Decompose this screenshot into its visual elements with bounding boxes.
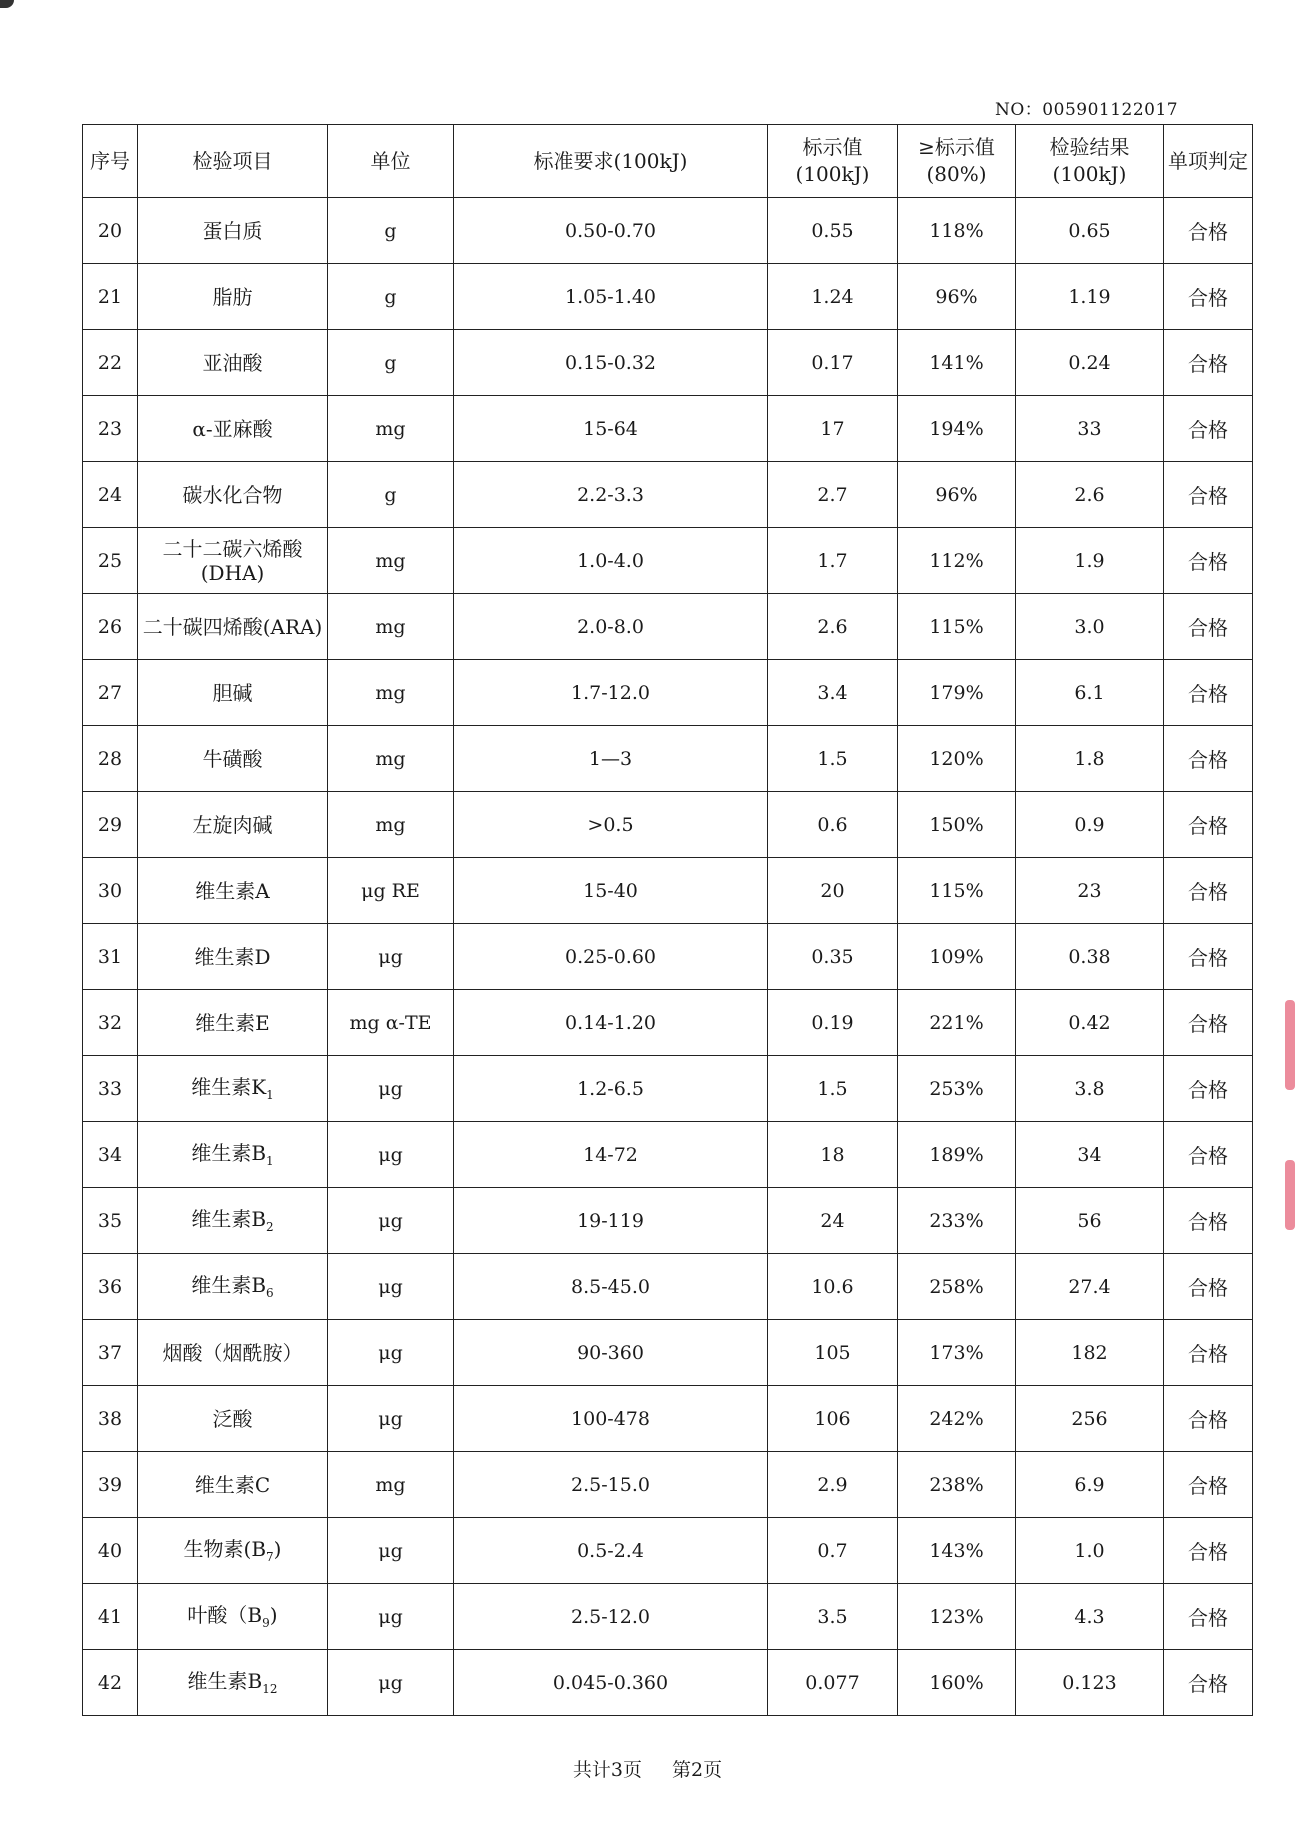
table-row [83, 330, 1253, 396]
row-seq: 29 [83, 792, 138, 858]
row-percent: 258% [898, 1254, 1016, 1320]
table-row [83, 462, 1253, 528]
row-verdict: 合格 [1164, 198, 1253, 264]
row-percent: 221% [898, 990, 1016, 1056]
row-verdict: 合格 [1164, 990, 1253, 1056]
row-item-name: 维生素B [191, 1140, 267, 1165]
row-percent: 96% [898, 462, 1016, 528]
row-label-value: 2.6 [768, 594, 898, 660]
row-unit: mg [328, 594, 454, 660]
row-verdict: 合格 [1164, 1386, 1253, 1452]
stamp-edge-mark [1285, 1000, 1295, 1090]
row-unit: mg [328, 726, 454, 792]
header-item: 检验项目 [138, 125, 328, 198]
row-unit: mg [328, 528, 454, 594]
row-result: 1.19 [1016, 264, 1164, 330]
row-verdict: 合格 [1164, 924, 1253, 990]
row-item-name: 维生素K [191, 1074, 267, 1099]
header-label-value-line2: (100kJ) [795, 162, 870, 186]
row-unit: mg α-TE [328, 990, 454, 1056]
row-standard: 2.5-15.0 [454, 1452, 768, 1518]
row-result: 1.0 [1016, 1518, 1164, 1584]
row-unit: mg [328, 396, 454, 462]
row-standard: 14-72 [454, 1122, 768, 1188]
table-row [83, 198, 1253, 264]
row-result: 2.6 [1016, 462, 1164, 528]
row-seq: 24 [83, 462, 138, 528]
table-row [83, 924, 1253, 990]
row-unit: g [328, 264, 454, 330]
row-item [138, 1122, 328, 1188]
row-label-value: 24 [768, 1188, 898, 1254]
row-percent: 150% [898, 792, 1016, 858]
row-item [138, 990, 328, 1056]
header-result [1016, 125, 1164, 198]
row-item [138, 1650, 328, 1716]
row-seq: 21 [83, 264, 138, 330]
row-label-value: 10.6 [768, 1254, 898, 1320]
row-seq: 28 [83, 726, 138, 792]
row-verdict: 合格 [1164, 858, 1253, 924]
row-result: 6.1 [1016, 660, 1164, 726]
row-seq: 39 [83, 1452, 138, 1518]
row-seq: 30 [83, 858, 138, 924]
row-unit: μg [328, 1188, 454, 1254]
row-standard: 15-64 [454, 396, 768, 462]
row-item [138, 396, 328, 462]
row-unit: mg [328, 1452, 454, 1518]
table-row [83, 660, 1253, 726]
row-unit: μg [328, 1584, 454, 1650]
row-item-name: 维生素C [194, 1472, 271, 1497]
row-percent: 96% [898, 264, 1016, 330]
row-standard: >0.5 [454, 792, 768, 858]
table-row [83, 594, 1253, 660]
row-seq: 38 [83, 1386, 138, 1452]
row-label-value: 106 [768, 1386, 898, 1452]
table-row [83, 726, 1253, 792]
table-row [83, 1188, 1253, 1254]
row-verdict: 合格 [1164, 1452, 1253, 1518]
row-unit: μg [328, 1056, 454, 1122]
row-verdict: 合格 [1164, 1518, 1253, 1584]
row-seq: 33 [83, 1056, 138, 1122]
row-seq: 36 [83, 1254, 138, 1320]
row-result: 0.65 [1016, 198, 1164, 264]
row-label-value: 0.077 [768, 1650, 898, 1716]
row-item-subscript: 7 [266, 1549, 274, 1564]
row-unit: μg [328, 1254, 454, 1320]
row-seq: 40 [83, 1518, 138, 1584]
row-verdict: 合格 [1164, 594, 1253, 660]
row-percent: 242% [898, 1386, 1016, 1452]
row-label-value: 105 [768, 1320, 898, 1386]
row-item-subscript: 1 [266, 1153, 274, 1168]
row-standard: 2.2-3.3 [454, 462, 768, 528]
row-standard: 1.2-6.5 [454, 1056, 768, 1122]
row-standard: 100-478 [454, 1386, 768, 1452]
row-standard: 8.5-45.0 [454, 1254, 768, 1320]
row-item [138, 1320, 328, 1386]
header-percent-line1: ≥标示值 [918, 135, 995, 159]
row-item-name: 二十碳四烯酸(ARA) [142, 614, 323, 639]
row-item [138, 198, 328, 264]
row-verdict: 合格 [1164, 1320, 1253, 1386]
row-item-name: α-亚麻酸 [192, 416, 273, 441]
header-percent [898, 125, 1016, 198]
row-item-name: 维生素B [187, 1668, 263, 1693]
row-result: 56 [1016, 1188, 1164, 1254]
row-verdict: 合格 [1164, 264, 1253, 330]
row-unit: μg [328, 1320, 454, 1386]
row-result: 256 [1016, 1386, 1164, 1452]
row-percent: 233% [898, 1188, 1016, 1254]
row-percent: 115% [898, 858, 1016, 924]
table-row [83, 1254, 1253, 1320]
row-unit: μg [328, 1518, 454, 1584]
row-standard: 15-40 [454, 858, 768, 924]
row-result: 182 [1016, 1320, 1164, 1386]
row-item [138, 1386, 328, 1452]
row-result: 27.4 [1016, 1254, 1164, 1320]
row-seq: 34 [83, 1122, 138, 1188]
row-percent: 141% [898, 330, 1016, 396]
row-percent: 189% [898, 1122, 1016, 1188]
row-label-value: 1.7 [768, 528, 898, 594]
row-seq: 22 [83, 330, 138, 396]
table-row [83, 1584, 1253, 1650]
row-item-name: 维生素E [195, 1010, 270, 1035]
row-label-value: 1.5 [768, 726, 898, 792]
row-item [138, 1452, 328, 1518]
table-row [83, 858, 1253, 924]
row-label-value: 0.55 [768, 198, 898, 264]
stamp-edge-mark [1285, 1160, 1295, 1230]
row-item-subscript: 1 [266, 1087, 274, 1102]
row-label-value: 18 [768, 1122, 898, 1188]
row-seq: 27 [83, 660, 138, 726]
row-percent: 194% [898, 396, 1016, 462]
row-seq: 42 [83, 1650, 138, 1716]
row-item [138, 462, 328, 528]
row-item [138, 1584, 328, 1650]
row-item-name: 维生素B [191, 1206, 267, 1231]
row-item-subscript: 9 [262, 1615, 270, 1630]
row-label-value: 3.4 [768, 660, 898, 726]
row-item [138, 858, 328, 924]
row-standard: 1.7-12.0 [454, 660, 768, 726]
table-row [83, 1056, 1253, 1122]
table-row [83, 1386, 1253, 1452]
row-verdict: 合格 [1164, 1188, 1253, 1254]
row-result: 0.38 [1016, 924, 1164, 990]
header-unit: 单位 [328, 125, 454, 198]
row-standard: 1.0-4.0 [454, 528, 768, 594]
table-row [83, 1320, 1253, 1386]
row-seq: 37 [83, 1320, 138, 1386]
row-standard: 0.045-0.360 [454, 1650, 768, 1716]
row-percent: 118% [898, 198, 1016, 264]
table-row [83, 528, 1253, 594]
row-standard: 2.5-12.0 [454, 1584, 768, 1650]
row-result: 0.42 [1016, 990, 1164, 1056]
row-percent: 179% [898, 660, 1016, 726]
row-result: 0.9 [1016, 792, 1164, 858]
row-unit: μg [328, 1122, 454, 1188]
row-unit: μg [328, 1650, 454, 1716]
table-row [83, 1650, 1253, 1716]
row-percent: 120% [898, 726, 1016, 792]
row-result: 3.8 [1016, 1056, 1164, 1122]
row-verdict: 合格 [1164, 1056, 1253, 1122]
row-verdict: 合格 [1164, 528, 1253, 594]
row-label-value: 1.24 [768, 264, 898, 330]
row-label-value: 0.17 [768, 330, 898, 396]
row-label-value: 1.5 [768, 1056, 898, 1122]
row-unit: mg [328, 792, 454, 858]
row-standard: 90-360 [454, 1320, 768, 1386]
row-item-name: 生物素(B [183, 1536, 267, 1561]
row-item-tail: ) [269, 1602, 278, 1627]
row-label-value: 0.19 [768, 990, 898, 1056]
row-standard: 0.14-1.20 [454, 990, 768, 1056]
row-verdict: 合格 [1164, 462, 1253, 528]
row-percent: 115% [898, 594, 1016, 660]
row-unit: mg [328, 660, 454, 726]
row-label-value: 20 [768, 858, 898, 924]
row-unit: μg [328, 924, 454, 990]
row-seq: 32 [83, 990, 138, 1056]
row-verdict: 合格 [1164, 1254, 1253, 1320]
row-item-subscript: 6 [266, 1285, 274, 1300]
row-unit: μg RE [328, 858, 454, 924]
header-verdict: 单项判定 [1164, 125, 1253, 198]
row-seq: 23 [83, 396, 138, 462]
row-item-tail: ) [273, 1536, 282, 1561]
row-item-name: 二十二碳六烯酸 [162, 536, 303, 561]
row-item-name: 叶酸（B [187, 1602, 263, 1627]
header-result-line1: 检验结果 [1049, 135, 1130, 159]
header-standard: 标准要求(100kJ) [454, 125, 768, 198]
row-item-name: 脂肪 [212, 284, 253, 309]
row-label-value: 2.9 [768, 1452, 898, 1518]
row-percent: 123% [898, 1584, 1016, 1650]
row-standard: 0.15-0.32 [454, 330, 768, 396]
row-item-name: 泛酸 [212, 1406, 253, 1431]
row-item-name: 维生素A [195, 878, 270, 903]
header-seq: 序号 [83, 125, 138, 198]
footer-current-page: 第2页 [672, 1759, 723, 1781]
row-unit: μg [328, 1386, 454, 1452]
row-standard: 2.0-8.0 [454, 594, 768, 660]
row-item-name: 蛋白质 [202, 218, 263, 243]
row-verdict: 合格 [1164, 1650, 1253, 1716]
table-row [83, 1122, 1253, 1188]
row-item [138, 594, 328, 660]
row-result: 0.123 [1016, 1650, 1164, 1716]
header-label-value-line1: 标示值 [802, 135, 863, 159]
row-item-name: 胆碱 [212, 680, 253, 705]
table-header-row [83, 125, 1253, 198]
row-percent: 238% [898, 1452, 1016, 1518]
row-verdict: 合格 [1164, 660, 1253, 726]
row-standard: 0.25-0.60 [454, 924, 768, 990]
row-label-value: 0.7 [768, 1518, 898, 1584]
row-unit: g [328, 198, 454, 264]
header-percent-line2: (80%) [926, 162, 987, 186]
header-result-line2: (100kJ) [1052, 162, 1127, 186]
row-seq: 20 [83, 198, 138, 264]
row-standard: 1—3 [454, 726, 768, 792]
row-unit: g [328, 330, 454, 396]
table-row [83, 792, 1253, 858]
row-result: 1.8 [1016, 726, 1164, 792]
row-label-value: 17 [768, 396, 898, 462]
row-verdict: 合格 [1164, 396, 1253, 462]
row-label-value: 0.35 [768, 924, 898, 990]
row-item-subscript: 12 [262, 1681, 278, 1696]
row-percent: 112% [898, 528, 1016, 594]
row-item [138, 924, 328, 990]
row-standard: 0.5-2.4 [454, 1518, 768, 1584]
row-unit: g [328, 462, 454, 528]
row-item [138, 528, 328, 594]
page-footer [0, 1755, 1295, 1782]
row-percent: 143% [898, 1518, 1016, 1584]
inspection-results-table [82, 124, 1253, 1716]
row-result: 1.9 [1016, 528, 1164, 594]
row-item-name: 左旋肉碱 [192, 812, 273, 837]
document-number: NO：005901122017 [995, 100, 1179, 120]
row-percent: 160% [898, 1650, 1016, 1716]
footer-total-pages: 共计3页 [572, 1759, 642, 1781]
table-body [83, 198, 1253, 1716]
row-item-subscript: 2 [266, 1219, 274, 1234]
row-item-name: 碳水化合物 [182, 482, 283, 507]
row-result: 23 [1016, 858, 1164, 924]
row-result: 6.9 [1016, 1452, 1164, 1518]
table-row [83, 396, 1253, 462]
row-result: 0.24 [1016, 330, 1164, 396]
row-item [138, 264, 328, 330]
table-row [83, 1518, 1253, 1584]
row-verdict: 合格 [1164, 792, 1253, 858]
header-label-value [768, 125, 898, 198]
row-verdict: 合格 [1164, 726, 1253, 792]
row-verdict: 合格 [1164, 330, 1253, 396]
row-item [138, 330, 328, 396]
row-item [138, 1518, 328, 1584]
row-verdict: 合格 [1164, 1584, 1253, 1650]
row-result: 33 [1016, 396, 1164, 462]
table-row [83, 1452, 1253, 1518]
row-seq: 31 [83, 924, 138, 990]
row-item-name: 牛磺酸 [202, 746, 263, 771]
table-row [83, 264, 1253, 330]
row-seq: 25 [83, 528, 138, 594]
row-label-value: 3.5 [768, 1584, 898, 1650]
row-item-name: 维生素D [194, 944, 271, 969]
row-standard: 0.50-0.70 [454, 198, 768, 264]
row-item [138, 1056, 328, 1122]
row-item [138, 1188, 328, 1254]
row-item-name: 维生素B [191, 1272, 267, 1297]
row-standard: 1.05-1.40 [454, 264, 768, 330]
row-seq: 41 [83, 1584, 138, 1650]
row-percent: 253% [898, 1056, 1016, 1122]
scan-corner-mark [0, 0, 14, 8]
row-item-name: 亚油酸 [202, 350, 263, 375]
row-seq: 26 [83, 594, 138, 660]
row-label-value: 2.7 [768, 462, 898, 528]
row-percent: 109% [898, 924, 1016, 990]
row-label-value: 0.6 [768, 792, 898, 858]
row-seq: 35 [83, 1188, 138, 1254]
row-item-name: 烟酸（烟酰胺） [162, 1340, 303, 1365]
row-result: 4.3 [1016, 1584, 1164, 1650]
row-item [138, 1254, 328, 1320]
row-item [138, 792, 328, 858]
row-item-line2: (DHA) [200, 560, 265, 585]
row-result: 34 [1016, 1122, 1164, 1188]
row-standard: 19-119 [454, 1188, 768, 1254]
row-percent: 173% [898, 1320, 1016, 1386]
row-verdict: 合格 [1164, 1122, 1253, 1188]
table-row [83, 990, 1253, 1056]
row-item [138, 726, 328, 792]
row-item [138, 660, 328, 726]
row-result: 3.0 [1016, 594, 1164, 660]
